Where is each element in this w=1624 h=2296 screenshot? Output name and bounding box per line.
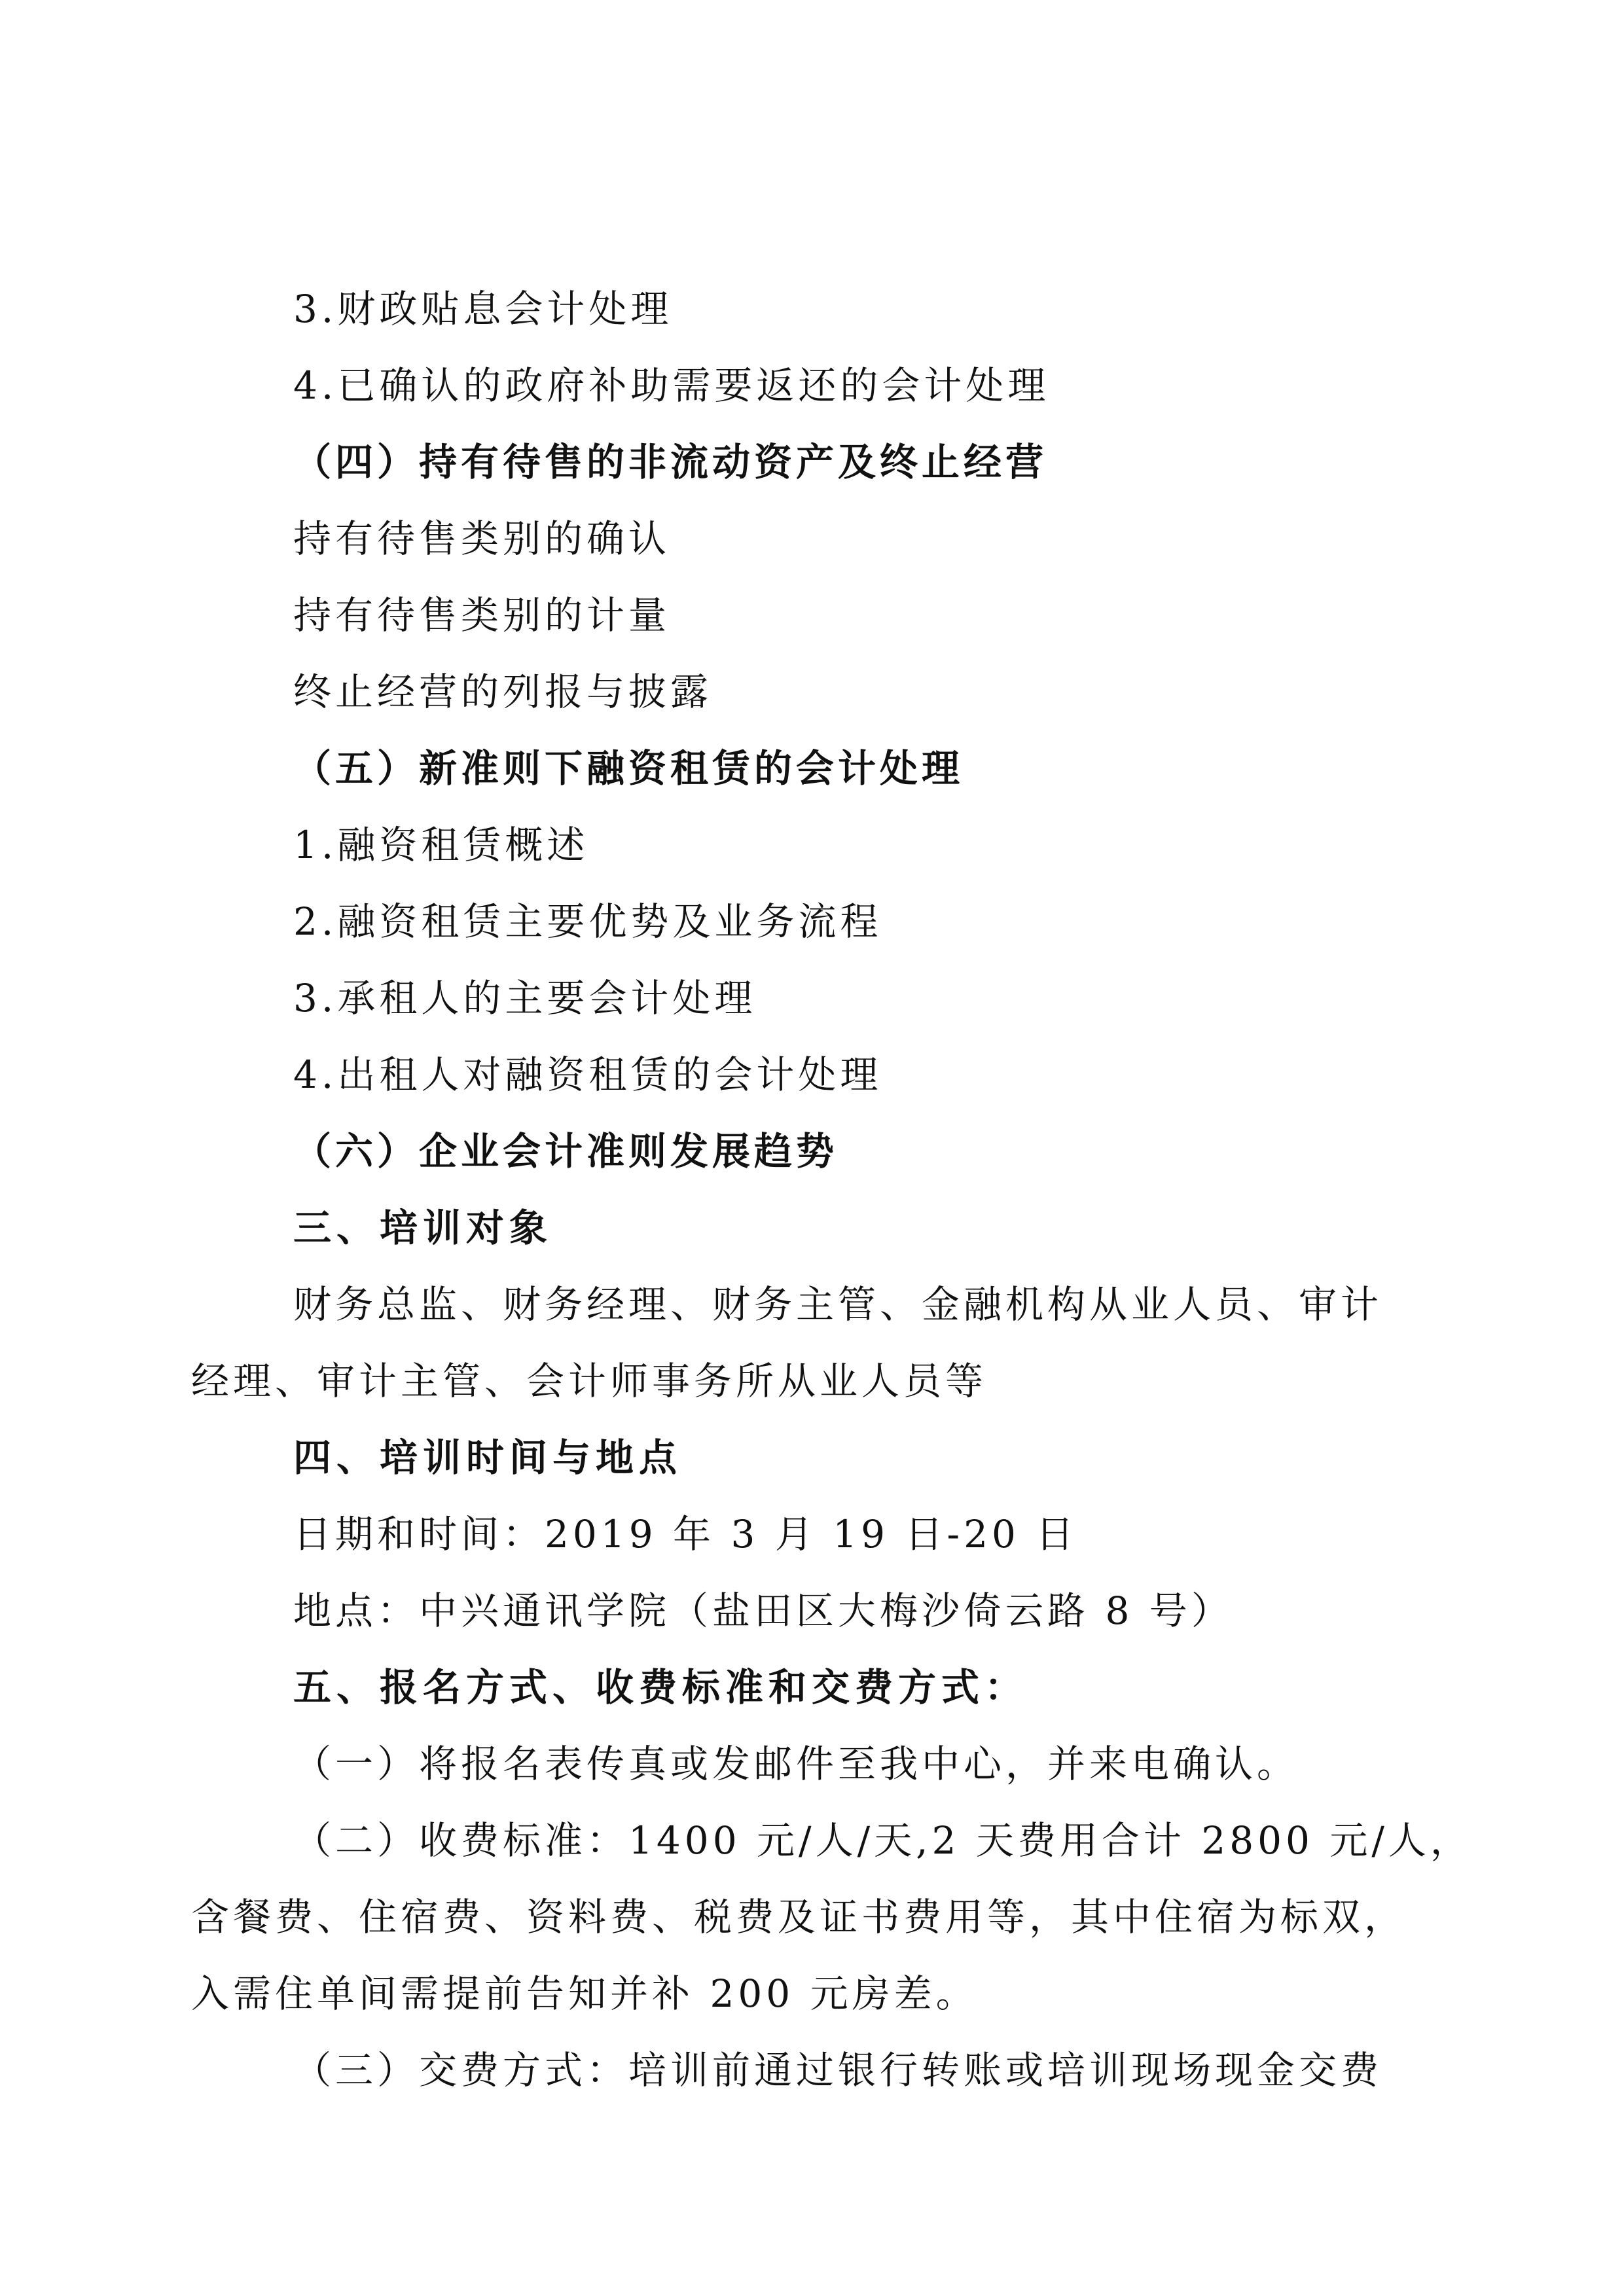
section-5-heading: （五）新准则下融资租赁的会计处理	[293, 746, 964, 791]
item-4-lessor-accounting: 4.出租人对融资租赁的会计处理	[293, 1052, 882, 1097]
held-for-sale-measurement: 持有待售类别的计量	[293, 593, 671, 637]
audience-text-line-1: 财务总监、财务经理、财务主管、金融机构从业人员、审计	[293, 1282, 1383, 1327]
fee-standard-line-3: 入需住单间需提前告知并补 200 元房差。	[191, 1971, 978, 2016]
discontinued-operations-disclosure: 终止经营的列报与披露	[293, 670, 713, 714]
heading-registration-fees: 五、报名方式、收费标准和交费方式：	[293, 1665, 1028, 1710]
item-4-government-grant-return: 4.已确认的政府补助需要返还的会计处理	[293, 363, 1050, 408]
heading-time-and-place: 四、培训时间与地点	[293, 1435, 683, 1480]
section-6-heading: （六）企业会计准则发展趋势	[293, 1129, 839, 1174]
item-2-lease-advantages: 2.融资租赁主要优势及业务流程	[293, 899, 882, 944]
item-3-lessee-accounting: 3.承租人的主要会计处理	[293, 976, 757, 1020]
item-3-fiscal-interest-subsidy: 3.财政贴息会计处理	[293, 287, 673, 331]
registration-method: （一）将报名表传真或发邮件至我中心，并来电确认。	[293, 1742, 1299, 1786]
fee-standard-line-1: （二）收费标准：1400 元/人/天,2 天费用合计 2800 元/人，	[293, 1818, 1472, 1863]
payment-method: （三）交费方式：培训前通过银行转账或培训现场现金交费	[293, 2048, 1383, 2092]
audience-text-line-2: 经理、审计主管、会计师事务所从业人员等	[191, 1359, 988, 1403]
fee-standard-line-2: 含餐费、住宿费、资料费、税费及证书费用等，其中住宿为标双，	[191, 1895, 1407, 1939]
section-4-heading: （四）持有待售的非流动资产及终止经营	[293, 440, 1048, 484]
training-date: 日期和时间：2019 年 3 月 19 日-20 日	[293, 1512, 1078, 1556]
held-for-sale-recognition: 持有待售类别的确认	[293, 516, 671, 561]
training-location: 地点：中兴通讯学院（盐田区大梅沙倚云路 8 号）	[293, 1588, 1233, 1633]
heading-training-audience: 三、培训对象	[293, 1206, 553, 1250]
item-1-lease-overview: 1.融资租赁概述	[293, 823, 589, 867]
